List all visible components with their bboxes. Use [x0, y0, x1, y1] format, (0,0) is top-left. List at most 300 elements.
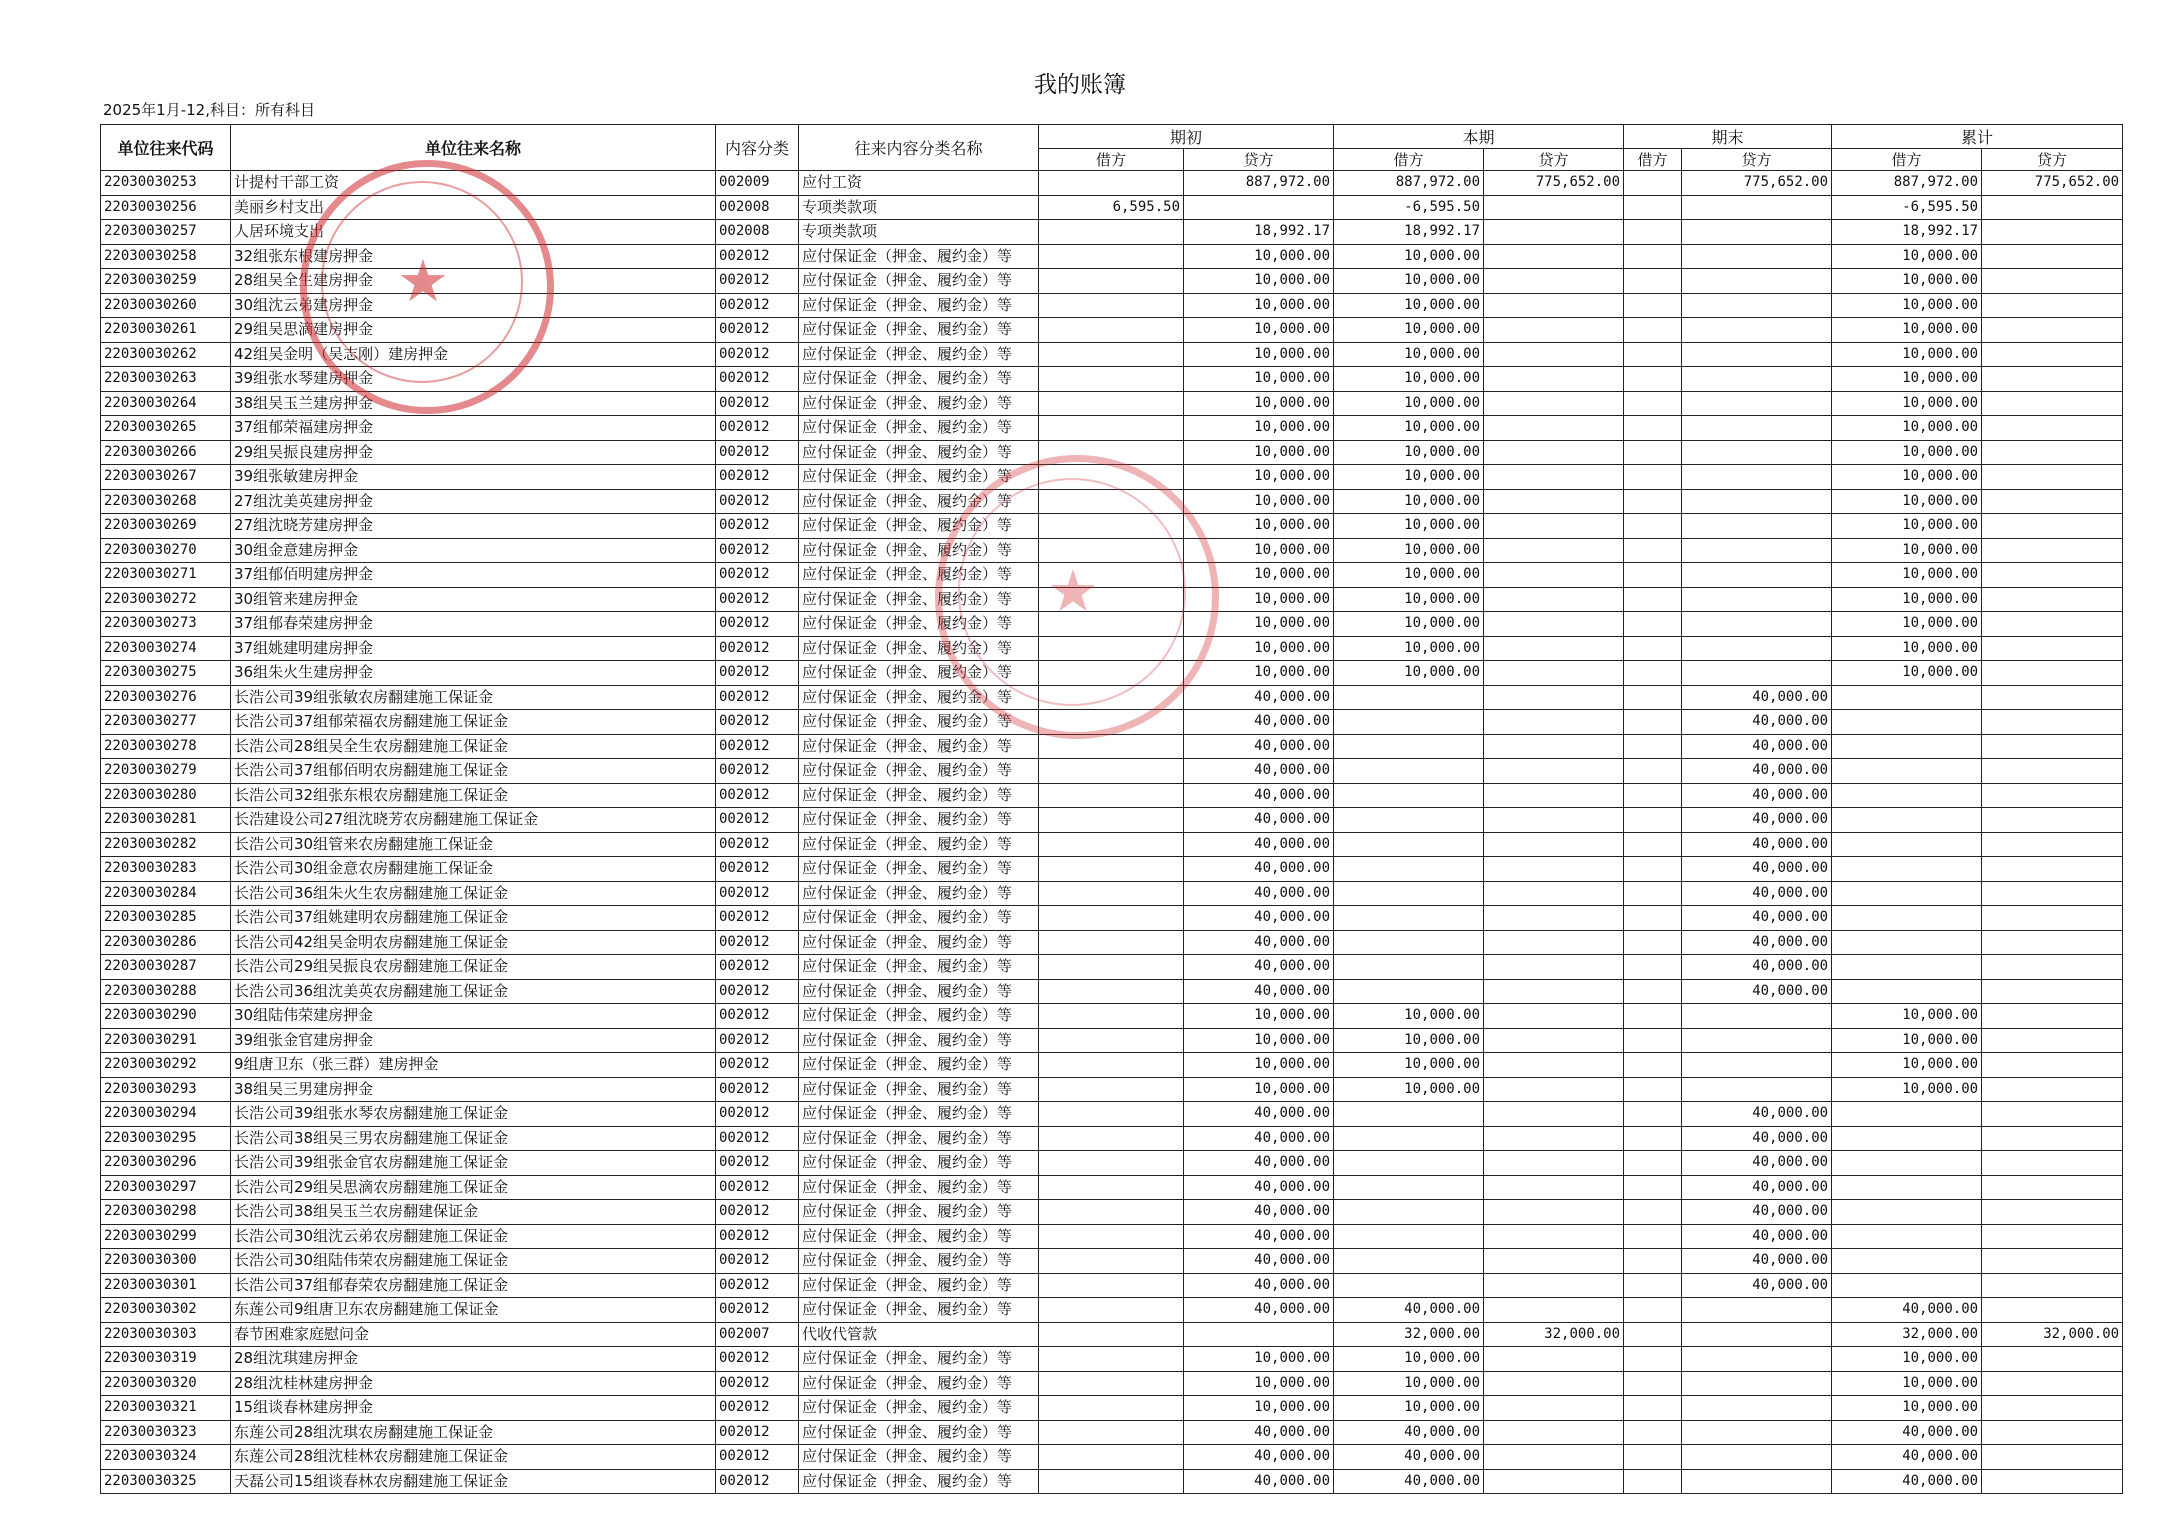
cell-opening-debit: 6,595.50: [1039, 195, 1184, 220]
cell-current-debit: 10,000.00: [1334, 269, 1484, 294]
cell-name: 长浩公司37组郁春荣农房翻建施工保证金: [231, 1273, 716, 1298]
cell-cumulative-credit: [1982, 685, 2123, 710]
cell-opening-credit: 10,000.00: [1184, 1347, 1334, 1372]
header-code: 单位往来代码: [101, 125, 231, 171]
cell-closing-debit: [1624, 269, 1682, 294]
cell-cumulative-debit: [1832, 955, 1982, 980]
table-row: [101, 563, 2123, 588]
cell-category-name: 应付保证金（押金、履约金）等: [799, 1004, 1039, 1029]
cell-current-credit: [1484, 930, 1624, 955]
cell-name: 29组吴振良建房押金: [231, 440, 716, 465]
cell-name: 长浩公司39组张金官农房翻建施工保证金: [231, 1151, 716, 1176]
cell-opening-debit: [1039, 930, 1184, 955]
cell-cumulative-credit: [1982, 514, 2123, 539]
page-subtitle: 2025年1月-12,科目：所有科目: [103, 101, 315, 119]
cell-cumulative-credit: [1982, 1077, 2123, 1102]
cell-opening-debit: [1039, 1347, 1184, 1372]
cell-closing-credit: 40,000.00: [1682, 1224, 1832, 1249]
cell-name: 9组唐卫东（张三群）建房押金: [231, 1053, 716, 1078]
cell-code: 22030030292: [101, 1053, 231, 1078]
header-opening-debit: 借方: [1039, 149, 1184, 171]
cell-category: 002012: [716, 1004, 799, 1029]
cell-opening-debit: [1039, 1445, 1184, 1470]
cell-current-credit: [1484, 1200, 1624, 1225]
cell-code: 22030030320: [101, 1371, 231, 1396]
table-row: [101, 391, 2123, 416]
cell-closing-credit: 40,000.00: [1682, 759, 1832, 784]
cell-opening-credit: 40,000.00: [1184, 685, 1334, 710]
cell-category-name: 应付保证金（押金、履约金）等: [799, 1420, 1039, 1445]
cell-code: 22030030265: [101, 416, 231, 441]
cell-code: 22030030324: [101, 1445, 231, 1470]
cell-opening-debit: [1039, 514, 1184, 539]
cell-cumulative-credit: [1982, 416, 2123, 441]
cell-current-debit: [1334, 1224, 1484, 1249]
cell-opening-debit: [1039, 1469, 1184, 1494]
cell-cumulative-debit: 40,000.00: [1832, 1445, 1982, 1470]
cell-opening-credit: [1184, 195, 1334, 220]
cell-current-debit: 40,000.00: [1334, 1298, 1484, 1323]
cell-opening-credit: 10,000.00: [1184, 440, 1334, 465]
cell-closing-credit: [1682, 1028, 1832, 1053]
cell-opening-debit: [1039, 587, 1184, 612]
cell-closing-debit: [1624, 1004, 1682, 1029]
cell-code: 22030030273: [101, 612, 231, 637]
cell-cumulative-credit: [1982, 808, 2123, 833]
cell-cumulative-debit: 10,000.00: [1832, 416, 1982, 441]
cell-closing-credit: [1682, 342, 1832, 367]
cell-opening-credit: 40,000.00: [1184, 808, 1334, 833]
table-row: [101, 195, 2123, 220]
cell-category-name: 应付保证金（押金、履约金）等: [799, 1445, 1039, 1470]
cell-category-name: 应付保证金（押金、履约金）等: [799, 930, 1039, 955]
cell-opening-credit: 10,000.00: [1184, 293, 1334, 318]
cell-opening-credit: 40,000.00: [1184, 906, 1334, 931]
cell-current-credit: [1484, 367, 1624, 392]
cell-opening-credit: 40,000.00: [1184, 734, 1334, 759]
cell-category: 002012: [716, 342, 799, 367]
cell-cumulative-credit: [1982, 1396, 2123, 1421]
cell-name: 长浩公司30组沈云弟农房翻建施工保证金: [231, 1224, 716, 1249]
cell-cumulative-credit: [1982, 587, 2123, 612]
cell-current-credit: [1484, 538, 1624, 563]
cell-opening-debit: [1039, 906, 1184, 931]
cell-current-credit: 32,000.00: [1484, 1322, 1624, 1347]
cell-closing-credit: [1682, 416, 1832, 441]
cell-cumulative-credit: [1982, 1420, 2123, 1445]
cell-cumulative-debit: 10,000.00: [1832, 465, 1982, 490]
cell-closing-credit: 40,000.00: [1682, 710, 1832, 735]
cell-category: 002012: [716, 1102, 799, 1127]
cell-category-name: 应付保证金（押金、履约金）等: [799, 342, 1039, 367]
cell-cumulative-credit: [1982, 955, 2123, 980]
cell-code: 22030030302: [101, 1298, 231, 1323]
cell-code: 22030030261: [101, 318, 231, 343]
cell-category: 002008: [716, 220, 799, 245]
cell-current-credit: [1484, 881, 1624, 906]
cell-opening-debit: [1039, 171, 1184, 196]
cell-opening-debit: [1039, 710, 1184, 735]
cell-cumulative-credit: [1982, 881, 2123, 906]
cell-opening-debit: [1039, 220, 1184, 245]
table-header: [101, 125, 2123, 171]
cell-cumulative-credit: [1982, 1347, 2123, 1372]
cell-opening-debit: [1039, 612, 1184, 637]
cell-opening-credit: 887,972.00: [1184, 171, 1334, 196]
cell-category: 002012: [716, 710, 799, 735]
cell-code: 22030030325: [101, 1469, 231, 1494]
cell-closing-debit: [1624, 1445, 1682, 1470]
cell-opening-credit: 40,000.00: [1184, 979, 1334, 1004]
cell-code: 22030030321: [101, 1396, 231, 1421]
cell-category-name: 应付保证金（押金、履约金）等: [799, 612, 1039, 637]
cell-cumulative-debit: [1832, 1151, 1982, 1176]
cell-closing-debit: [1624, 293, 1682, 318]
cell-current-credit: [1484, 293, 1624, 318]
cell-cumulative-debit: 32,000.00: [1832, 1322, 1982, 1347]
cell-cumulative-credit: [1982, 1126, 2123, 1151]
table-row: [101, 881, 2123, 906]
cell-closing-credit: 40,000.00: [1682, 979, 1832, 1004]
cell-cumulative-debit: 10,000.00: [1832, 1371, 1982, 1396]
cell-category: 002012: [716, 440, 799, 465]
cell-opening-debit: [1039, 318, 1184, 343]
cell-category-name: 应付保证金（押金、履约金）等: [799, 636, 1039, 661]
cell-current-credit: [1484, 808, 1624, 833]
table-row: [101, 171, 2123, 196]
cell-current-credit: [1484, 1077, 1624, 1102]
cell-opening-debit: [1039, 734, 1184, 759]
cell-code: 22030030284: [101, 881, 231, 906]
cell-code: 22030030319: [101, 1347, 231, 1372]
cell-current-debit: 10,000.00: [1334, 587, 1484, 612]
cell-current-credit: [1484, 1469, 1624, 1494]
table-row: [101, 318, 2123, 343]
cell-opening-credit: 10,000.00: [1184, 563, 1334, 588]
cell-current-debit: 10,000.00: [1334, 1028, 1484, 1053]
cell-category-name: 应付保证金（押金、履约金）等: [799, 734, 1039, 759]
cell-cumulative-credit: [1982, 195, 2123, 220]
cell-cumulative-credit: [1982, 979, 2123, 1004]
cell-cumulative-credit: [1982, 636, 2123, 661]
cell-closing-credit: 40,000.00: [1682, 1102, 1832, 1127]
cell-closing-debit: [1624, 1371, 1682, 1396]
cell-closing-credit: [1682, 1371, 1832, 1396]
cell-category: 002012: [716, 1273, 799, 1298]
cell-category-name: 应付保证金（押金、履约金）等: [799, 881, 1039, 906]
table-row: [101, 1322, 2123, 1347]
header-cumulative: 累计: [1832, 125, 2123, 149]
cell-category-name: 应付保证金（押金、履约金）等: [799, 1028, 1039, 1053]
cell-code: 22030030301: [101, 1273, 231, 1298]
cell-name: 长浩公司38组吴玉兰农房翻建保证金: [231, 1200, 716, 1225]
cell-cumulative-debit: [1832, 759, 1982, 784]
cell-code: 22030030293: [101, 1077, 231, 1102]
cell-cumulative-credit: [1982, 1371, 2123, 1396]
cell-cumulative-credit: [1982, 906, 2123, 931]
cell-closing-credit: 40,000.00: [1682, 906, 1832, 931]
cell-current-debit: 10,000.00: [1334, 1004, 1484, 1029]
cell-cumulative-debit: 887,972.00: [1832, 171, 1982, 196]
cell-name: 长浩公司39组张敏农房翻建施工保证金: [231, 685, 716, 710]
cell-code: 22030030276: [101, 685, 231, 710]
header-opening: 期初: [1039, 125, 1334, 149]
cell-cumulative-debit: 10,000.00: [1832, 1396, 1982, 1421]
cell-current-debit: 40,000.00: [1334, 1420, 1484, 1445]
cell-opening-debit: [1039, 1102, 1184, 1127]
cell-category: 002012: [716, 1347, 799, 1372]
table-row: [101, 808, 2123, 833]
cell-opening-debit: [1039, 783, 1184, 808]
cell-category-name: 应付保证金（押金、履约金）等: [799, 416, 1039, 441]
cell-closing-credit: [1682, 636, 1832, 661]
table-row: [101, 1469, 2123, 1494]
cell-current-credit: [1484, 391, 1624, 416]
cell-opening-debit: [1039, 832, 1184, 857]
cell-current-debit: [1334, 734, 1484, 759]
cell-opening-credit: 40,000.00: [1184, 1102, 1334, 1127]
cell-category: 002012: [716, 685, 799, 710]
cell-current-debit: [1334, 1200, 1484, 1225]
cell-closing-credit: [1682, 1298, 1832, 1323]
header-cumulative-credit: 贷方: [1982, 149, 2123, 171]
cell-opening-credit: 40,000.00: [1184, 1469, 1334, 1494]
cell-opening-debit: [1039, 489, 1184, 514]
cell-current-debit: [1334, 783, 1484, 808]
cell-name: 28组沈琪建房押金: [231, 1347, 716, 1372]
cell-category: 002012: [716, 514, 799, 539]
cell-closing-debit: [1624, 1077, 1682, 1102]
cell-current-debit: 10,000.00: [1334, 1077, 1484, 1102]
table-row: [101, 587, 2123, 612]
cell-category-name: 应付保证金（押金、履约金）等: [799, 832, 1039, 857]
table-body: [101, 171, 2123, 1494]
header-category: 内容分类: [716, 125, 799, 171]
cell-name: 人居环境支出: [231, 220, 716, 245]
cell-cumulative-debit: 10,000.00: [1832, 318, 1982, 343]
cell-cumulative-credit: [1982, 318, 2123, 343]
cell-name: 30组陆伟荣建房押金: [231, 1004, 716, 1029]
cell-closing-debit: [1624, 318, 1682, 343]
cell-opening-debit: [1039, 808, 1184, 833]
cell-current-debit: 10,000.00: [1334, 636, 1484, 661]
cell-name: 长浩公司29组吴思滴农房翻建施工保证金: [231, 1175, 716, 1200]
cell-category-name: 应付保证金（押金、履约金）等: [799, 538, 1039, 563]
cell-closing-credit: [1682, 538, 1832, 563]
cell-opening-credit: 10,000.00: [1184, 1396, 1334, 1421]
table-row: [101, 734, 2123, 759]
cell-name: 长浩公司39组张水琴农房翻建施工保证金: [231, 1102, 716, 1127]
cell-opening-credit: 40,000.00: [1184, 1151, 1334, 1176]
cell-name: 29组吴思滴建房押金: [231, 318, 716, 343]
cell-category: 002012: [716, 1077, 799, 1102]
cell-category: 002012: [716, 244, 799, 269]
cell-current-credit: [1484, 195, 1624, 220]
cell-category-name: 应付保证金（押金、履约金）等: [799, 465, 1039, 490]
cell-current-debit: 18,992.17: [1334, 220, 1484, 245]
cell-current-debit: 10,000.00: [1334, 342, 1484, 367]
cell-current-credit: [1484, 1298, 1624, 1323]
cell-current-debit: [1334, 1273, 1484, 1298]
cell-cumulative-debit: 10,000.00: [1832, 342, 1982, 367]
cell-code: 22030030287: [101, 955, 231, 980]
cell-cumulative-credit: [1982, 440, 2123, 465]
table-row: [101, 1028, 2123, 1053]
cell-closing-credit: 40,000.00: [1682, 955, 1832, 980]
cell-cumulative-debit: [1832, 1224, 1982, 1249]
cell-opening-debit: [1039, 857, 1184, 882]
cell-name: 36组朱火生建房押金: [231, 661, 716, 686]
cell-code: 22030030257: [101, 220, 231, 245]
cell-cumulative-debit: [1832, 783, 1982, 808]
cell-category: 002012: [716, 367, 799, 392]
cell-cumulative-credit: [1982, 1200, 2123, 1225]
cell-current-debit: [1334, 1151, 1484, 1176]
cell-name: 38组吴玉兰建房押金: [231, 391, 716, 416]
cell-name: 28组沈桂林建房押金: [231, 1371, 716, 1396]
cell-category: 002012: [716, 391, 799, 416]
cell-closing-debit: [1624, 563, 1682, 588]
cell-cumulative-debit: 10,000.00: [1832, 538, 1982, 563]
cell-opening-debit: [1039, 1053, 1184, 1078]
cell-code: 22030030280: [101, 783, 231, 808]
cell-cumulative-credit: [1982, 391, 2123, 416]
cell-category-name: 应付保证金（押金、履约金）等: [799, 318, 1039, 343]
cell-code: 22030030291: [101, 1028, 231, 1053]
cell-category: 002012: [716, 1420, 799, 1445]
cell-opening-credit: 40,000.00: [1184, 955, 1334, 980]
cell-cumulative-credit: [1982, 1273, 2123, 1298]
cell-code: 22030030263: [101, 367, 231, 392]
cell-opening-debit: [1039, 1175, 1184, 1200]
cell-name: 37组郁春荣建房押金: [231, 612, 716, 637]
cell-opening-credit: 18,992.17: [1184, 220, 1334, 245]
cell-cumulative-credit: [1982, 661, 2123, 686]
cell-closing-credit: [1682, 661, 1832, 686]
cell-cumulative-credit: [1982, 563, 2123, 588]
cell-opening-credit: 10,000.00: [1184, 612, 1334, 637]
cell-category: 002012: [716, 1151, 799, 1176]
cell-opening-credit: 10,000.00: [1184, 244, 1334, 269]
cell-current-debit: [1334, 1126, 1484, 1151]
cell-opening-debit: [1039, 1200, 1184, 1225]
cell-category-name: 应付保证金（押金、履约金）等: [799, 710, 1039, 735]
cell-current-credit: [1484, 734, 1624, 759]
cell-closing-debit: [1624, 1420, 1682, 1445]
cell-current-debit: [1334, 930, 1484, 955]
cell-closing-debit: [1624, 1151, 1682, 1176]
cell-opening-debit: [1039, 440, 1184, 465]
cell-category-name: 应付保证金（押金、履约金）等: [799, 1077, 1039, 1102]
cell-cumulative-credit: [1982, 269, 2123, 294]
table-row: [101, 955, 2123, 980]
cell-closing-debit: [1624, 1028, 1682, 1053]
cell-closing-debit: [1624, 906, 1682, 931]
cell-opening-credit: 40,000.00: [1184, 1298, 1334, 1323]
table-row: [101, 612, 2123, 637]
cell-code: 22030030269: [101, 514, 231, 539]
cell-code: 22030030258: [101, 244, 231, 269]
cell-name: 长浩公司37组姚建明农房翻建施工保证金: [231, 906, 716, 931]
cell-current-credit: [1484, 759, 1624, 784]
cell-code: 22030030253: [101, 171, 231, 196]
cell-opening-debit: [1039, 269, 1184, 294]
cell-cumulative-debit: 10,000.00: [1832, 1077, 1982, 1102]
cell-current-debit: 10,000.00: [1334, 489, 1484, 514]
cell-name: 30组管来建房押金: [231, 587, 716, 612]
cell-closing-credit: [1682, 269, 1832, 294]
table-row: [101, 1077, 2123, 1102]
cell-category: 002009: [716, 171, 799, 196]
cell-closing-credit: 40,000.00: [1682, 857, 1832, 882]
cell-category-name: 应付保证金（押金、履约金）等: [799, 857, 1039, 882]
cell-current-credit: [1484, 1347, 1624, 1372]
cell-opening-credit: 40,000.00: [1184, 1445, 1334, 1470]
cell-code: 22030030296: [101, 1151, 231, 1176]
header-name: 单位往来名称: [231, 125, 716, 171]
cell-opening-credit: 40,000.00: [1184, 881, 1334, 906]
cell-closing-credit: [1682, 563, 1832, 588]
cell-cumulative-debit: [1832, 832, 1982, 857]
cell-category: 002012: [716, 416, 799, 441]
cell-closing-credit: [1682, 1322, 1832, 1347]
table-row: [101, 1396, 2123, 1421]
cell-name: 37组姚建明建房押金: [231, 636, 716, 661]
table-row: [101, 1273, 2123, 1298]
cell-current-credit: [1484, 563, 1624, 588]
cell-current-debit: [1334, 955, 1484, 980]
table-row: [101, 636, 2123, 661]
cell-cumulative-credit: [1982, 710, 2123, 735]
cell-name: 长浩公司37组郁佰明农房翻建施工保证金: [231, 759, 716, 784]
table-row: [101, 293, 2123, 318]
table-row: [101, 1249, 2123, 1274]
table-row: [101, 661, 2123, 686]
cell-category: 002012: [716, 563, 799, 588]
cell-closing-credit: [1682, 391, 1832, 416]
cell-current-debit: [1334, 832, 1484, 857]
cell-opening-debit: [1039, 1396, 1184, 1421]
table-row: [101, 220, 2123, 245]
cell-category: 002012: [716, 1396, 799, 1421]
cell-opening-credit: 10,000.00: [1184, 416, 1334, 441]
cell-opening-credit: 40,000.00: [1184, 1224, 1334, 1249]
table-row: [101, 857, 2123, 882]
cell-closing-credit: 775,652.00: [1682, 171, 1832, 196]
cell-category: 002012: [716, 318, 799, 343]
cell-current-credit: [1484, 955, 1624, 980]
cell-cumulative-debit: [1832, 1249, 1982, 1274]
cell-category: 002012: [716, 979, 799, 1004]
cell-name: 东莲公司28组沈琪农房翻建施工保证金: [231, 1420, 716, 1445]
cell-current-debit: 10,000.00: [1334, 1347, 1484, 1372]
cell-name: 长浩公司30组陆伟荣农房翻建施工保证金: [231, 1249, 716, 1274]
cell-cumulative-credit: [1982, 342, 2123, 367]
cell-current-debit: 10,000.00: [1334, 293, 1484, 318]
cell-name: 长浩公司32组张东根农房翻建施工保证金: [231, 783, 716, 808]
cell-closing-debit: [1624, 612, 1682, 637]
cell-code: 22030030270: [101, 538, 231, 563]
cell-category-name: 应付保证金（押金、履约金）等: [799, 1273, 1039, 1298]
cell-cumulative-debit: [1832, 710, 1982, 735]
cell-current-credit: [1484, 1126, 1624, 1151]
cell-current-credit: [1484, 244, 1624, 269]
cell-closing-debit: [1624, 195, 1682, 220]
cell-opening-debit: [1039, 1420, 1184, 1445]
cell-cumulative-credit: [1982, 1249, 2123, 1274]
cell-current-credit: [1484, 1053, 1624, 1078]
table-row: [101, 465, 2123, 490]
